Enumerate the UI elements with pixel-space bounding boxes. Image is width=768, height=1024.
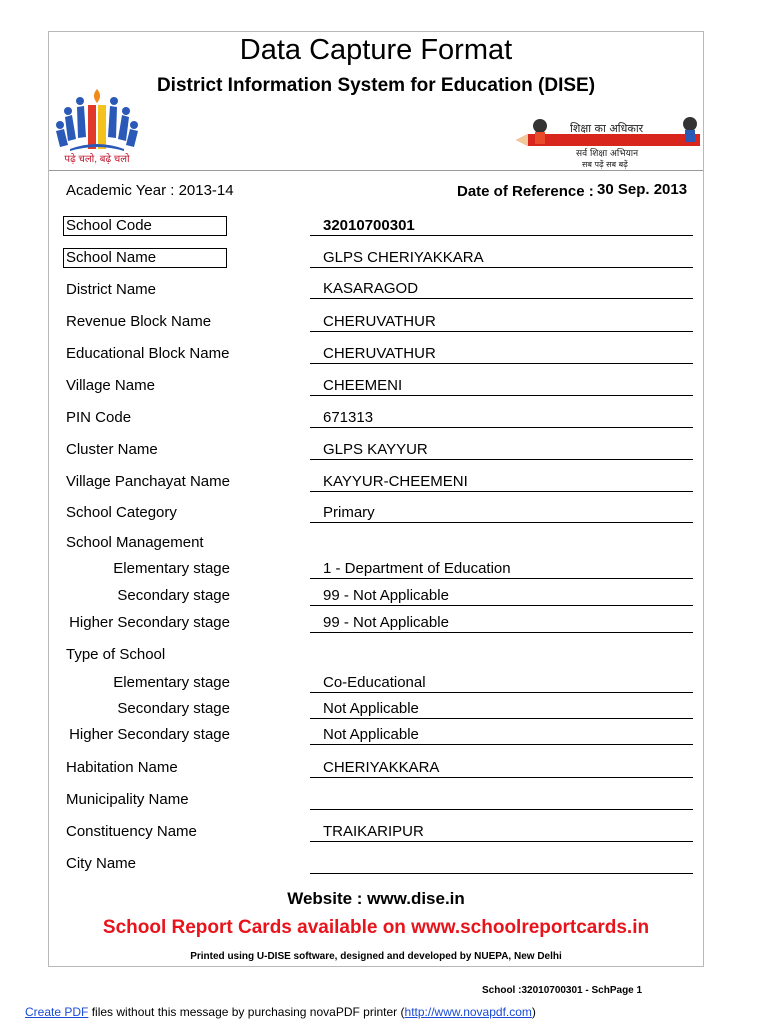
village-name-line: [310, 395, 693, 396]
school-category-value: Primary: [323, 504, 375, 521]
date-of-reference-label: Date of Reference :: [457, 183, 594, 200]
management-secondary-line: [310, 605, 693, 606]
school-category-label: School Category: [66, 504, 177, 521]
school-code-label: School Code: [63, 216, 227, 236]
rte-text: शिक्षा का अधिकार: [570, 122, 644, 135]
logo-caption: पढ़े चलो, बढ़े चलो: [64, 154, 130, 165]
pin-code-line: [310, 427, 693, 428]
header-divider: [49, 170, 703, 171]
page-info: School :32010700301 - SchPage 1: [482, 985, 643, 996]
management-higher-secondary-value: 99 - Not Applicable: [323, 614, 449, 631]
habitation-name-label: Habitation Name: [66, 759, 178, 776]
village-panchayat-line: [310, 491, 693, 492]
page-title: Data Capture Format: [239, 34, 513, 66]
date-of-reference-value: 30 Sep. 2013: [597, 181, 688, 198]
novapdf-text-1: files without this message by purchasing novaPDF printer (: [88, 1005, 405, 1019]
school-code-value: 32010700301: [323, 217, 415, 234]
educational-block-label: Educational Block Name: [66, 345, 230, 362]
constituency-name-line: [310, 841, 693, 842]
municipality-name-label: Municipality Name: [66, 791, 189, 808]
management-secondary-value: 99 - Not Applicable: [323, 587, 449, 604]
novapdf-url-link[interactable]: http://www.novapdf.com: [404, 1005, 532, 1019]
novapdf-text-2: ): [531, 1005, 536, 1019]
type-higher-secondary-value: Not Applicable: [323, 726, 419, 743]
ssa-slogan-text: सब पढ़ें सब बढ़ें: [582, 160, 628, 169]
printed-using-text: Printed using U-DISE software, designed and developed by NUEPA, New Delhi: [190, 951, 562, 962]
city-name-label: City Name: [66, 855, 137, 872]
school-management-label: School Management: [66, 534, 204, 551]
management-higher-secondary-line: [310, 632, 693, 633]
type-secondary-line: [310, 718, 693, 719]
village-panchayat-label: Village Panchayat Name: [66, 473, 230, 490]
educational-block-line: [310, 363, 693, 364]
management-secondary-label: Secondary stage: [117, 587, 230, 604]
school-category-line: [310, 522, 693, 523]
management-elementary-label: Elementary stage: [113, 560, 230, 577]
school-name-label: School Name: [63, 248, 227, 268]
school-name-line: [310, 267, 693, 268]
type-of-school-label: Type of School: [66, 646, 166, 663]
pin-code-label: PIN Code: [66, 409, 132, 426]
type-higher-secondary-line: [310, 744, 693, 745]
management-higher-secondary-label: Higher Secondary stage: [69, 614, 230, 631]
municipality-name-line: [310, 809, 693, 810]
novapdf-notice: [25, 1005, 536, 1019]
habitation-name-value: CHERIYAKKARA: [323, 759, 440, 776]
type-elementary-label: Elementary stage: [113, 674, 230, 691]
report-cards-text: School Report Cards available on www.schoolreportcards.in: [102, 917, 650, 938]
type-elementary-value: Co-Educational: [323, 674, 426, 691]
pin-code-value: 671313: [323, 409, 374, 426]
management-elementary-line: [310, 578, 693, 579]
cluster-name-label: Cluster Name: [66, 441, 158, 458]
type-secondary-label: Secondary stage: [117, 700, 230, 717]
educational-block-value: CHERUVATHUR: [323, 345, 436, 362]
constituency-name-value: TRAIKARIPUR: [323, 823, 424, 840]
revenue-block-label: Revenue Block Name: [66, 313, 212, 330]
district-name-value: KASARAGOD: [323, 280, 419, 297]
school-name-value: GLPS CHERIYAKKARA: [323, 249, 484, 266]
create-pdf-link[interactable]: Create PDF: [25, 1005, 89, 1019]
page-subtitle: District Information System for Education (DISE): [156, 75, 596, 96]
village-name-label: Village Name: [66, 377, 155, 394]
city-name-line: [310, 873, 693, 874]
revenue-block-value: CHERUVATHUR: [323, 313, 436, 330]
school-code-line: [310, 235, 693, 236]
ssa-text: सर्व शिक्षा अभियान: [576, 149, 639, 159]
type-elementary-line: [310, 692, 693, 693]
cluster-name-value: GLPS KAYYUR: [323, 441, 428, 458]
rte-ssa-logo-icon: [510, 112, 706, 170]
academic-year: Academic Year : 2013-14: [66, 182, 234, 199]
management-elementary-value: 1 - Department of Education: [323, 560, 511, 577]
district-name-label: District Name: [66, 281, 157, 298]
type-secondary-value: Not Applicable: [323, 700, 419, 717]
district-name-line: [310, 298, 693, 299]
revenue-block-line: [310, 331, 693, 332]
type-higher-secondary-label: Higher Secondary stage: [69, 726, 230, 743]
cluster-name-line: [310, 459, 693, 460]
constituency-name-label: Constituency Name: [66, 823, 197, 840]
habitation-name-line: [310, 777, 693, 778]
website-text: Website : www.dise.in: [287, 889, 465, 908]
village-panchayat-value: KAYYUR-CHEEMENI: [323, 473, 468, 490]
village-name-value: CHEEMENI: [323, 377, 403, 394]
